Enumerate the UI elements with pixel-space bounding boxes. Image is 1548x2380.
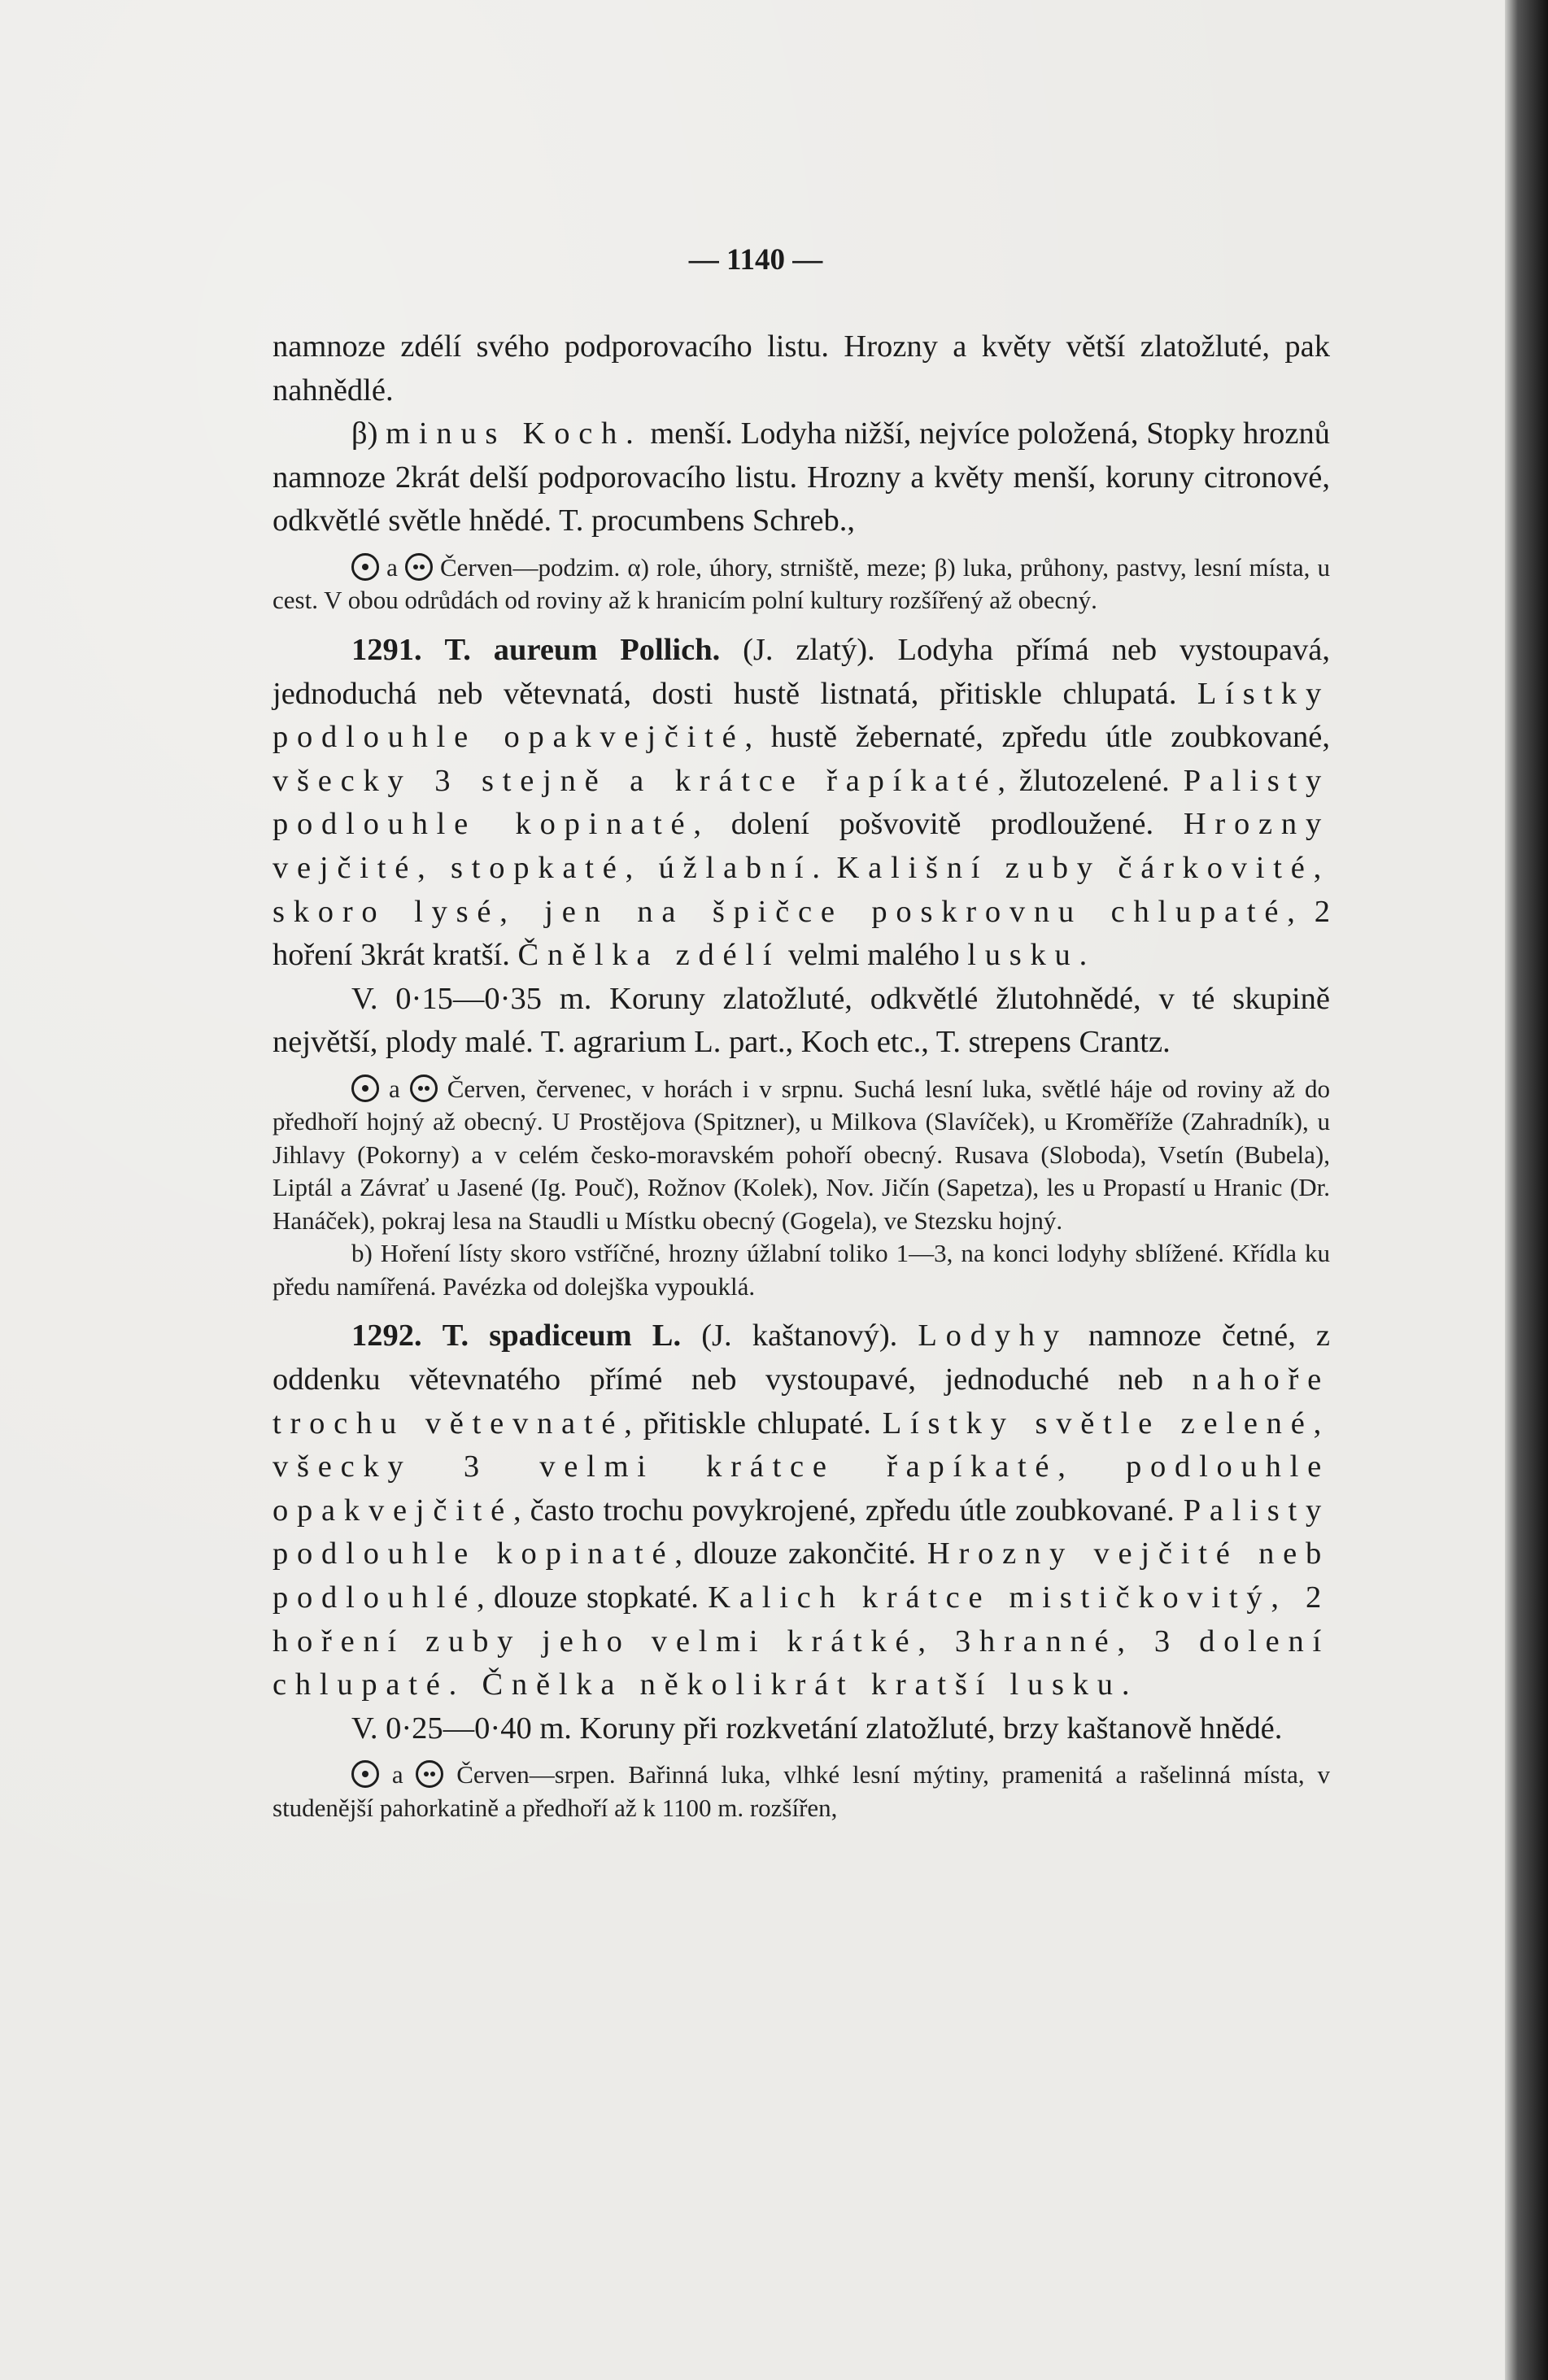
- key-character: Hrozny vejčité, stopkaté, úžlabní.: [273, 807, 1330, 885]
- description-text: velmi malého: [780, 938, 968, 973]
- description-text: , přitiskle chlupaté.: [624, 1406, 883, 1441]
- distribution-note-2: [273, 1073, 1330, 1238]
- description-text: [829, 851, 837, 885]
- page-body: [273, 325, 1330, 1824]
- key-character: nahoře trochu větevnaté: [273, 1362, 1330, 1441]
- variety-description: menší. Lodyha nižší, nejvíce položená, Stopky hroznů namnoze 2krát delší podporovacího listu. Hrozny a květy menší, koruny citronové, odkvětlé světle hnědé. T. procumbens Schreb.,: [273, 416, 1330, 538]
- symbol-connector: a: [379, 552, 405, 582]
- taxon-name: T. spadiceum L.: [442, 1319, 682, 1353]
- description-text: , dlouze zakončité.: [674, 1537, 927, 1571]
- key-character: Čnělka zdélí: [517, 938, 781, 973]
- page-number: — 1140 —: [688, 243, 823, 277]
- biennial-symbol-icon: [405, 553, 433, 581]
- paragraph-size-1291: V. 0·15—0·35 m. Koruny zlatožluté, odkvětlé žlutohnědé, v té skupině největší, plody malé. T. agrarium L. part., Koch etc., T. strepens Crantz.: [273, 981, 1330, 1060]
- distribution-text: Červen—podzim. α) role, úhory, strniště, meze; β) luka, průhony, pastvy, lesní místa, u cest. V obou odrůdách od roviny až k hranicím polní kultury rozšířený až obecný.: [273, 552, 1330, 615]
- key-character: Palisty podlouhle kopinaté: [273, 1493, 1330, 1571]
- description-text: (J. zlatý). Lodyha přímá neb vystoupavá, jednoduchá neb větevnatá, dosti hustě listnatá, přitiskle chlupatá.: [273, 632, 1331, 711]
- species-entry-1291: [273, 629, 1330, 978]
- distribution-note-3: [273, 1759, 1330, 1824]
- variety-letter: β): [351, 416, 386, 451]
- variety-name: minus Koch.: [386, 416, 643, 451]
- species-entry-1292: [273, 1314, 1330, 1707]
- distribution-text: Červen—srpen. Bařinná luka, vlhké lesní mýtiny, pramenitá a rašelinná místa, v studenější pahorkatině a předhoří až k 1100 m. rozšířen,: [273, 1760, 1330, 1822]
- key-character: Lístky podlouhle opakvejčité: [273, 676, 1330, 755]
- description-text: , dolení pošvovitě prodloužené.: [693, 807, 1184, 842]
- taxon-name: T. aureum Pollich.: [444, 632, 721, 667]
- description-text: , 2 hoření 3krát kratší.: [273, 894, 1331, 973]
- distribution-note-1: [273, 551, 1330, 617]
- biennial-symbol-icon: [410, 1074, 438, 1102]
- annual-symbol-icon: [351, 553, 379, 581]
- page-edge-shadow: [1505, 0, 1548, 2380]
- symbol-connector: a: [379, 1074, 410, 1103]
- description-text: , hustě žebernaté, zpředu útle zoubkované,: [744, 720, 1331, 755]
- key-character: lusku.: [967, 938, 1096, 973]
- entry-number: 1292.: [351, 1319, 422, 1353]
- key-character: všecky 3 stejně a krátce řapíkaté: [273, 763, 998, 798]
- symbol-connector: a: [379, 1760, 416, 1789]
- description-text: namnoze četné, z oddenku větevnatého přímé neb vystoupavé, jednoduché neb: [273, 1319, 1331, 1397]
- description-text: , dlouze stopkaté.: [477, 1580, 709, 1615]
- key-character: Palisty podlouhle kopinaté: [273, 763, 1330, 842]
- entry-number: 1291.: [351, 632, 422, 667]
- description-text: (J. kaštanový).: [681, 1319, 918, 1353]
- biennial-symbol-icon: [416, 1760, 443, 1788]
- description-text: , žlutozelené.: [997, 763, 1184, 798]
- paragraph-variety-minus: [273, 412, 1330, 543]
- distribution-text: Červen, červenec, v horách i v srpnu. Suchá lesní luka, světlé háje od roviny až do předhoří hojný až obecný. U Prostějova (Spitzner), u Milkova (Slavíček), u Kroměříže (Zahradník), u Jihlavy (Pokorny) a v celém česko-moravském pohoří obecný. Rusava (Sloboda), Vsetín (Bubela), Liptál a Závrať u Jasené (Ig. Pouč), Rožnov (Kolek), Nov. Jičín (Sapetza), les u Propastí u Hranic (Dr. Hanáček), pokraj lesa na Staudli u Místku obecný (Gogela), ve Stezsku hojný.: [273, 1074, 1330, 1235]
- subgroup-b-note: b) Hoření lísty skoro vstříčné, hrozny úžlabní toliko 1—3, na konci lodyhy sblížené. Křídla ku předu namířená. Pavézka od dolejška vypouklá.: [273, 1239, 1330, 1301]
- annual-symbol-icon: [351, 1760, 379, 1788]
- paragraph-size-1292: V. 0·25—0·40 m. Koruny při rozkvetání zlatožluté, brzy kaštanově hnědé.: [351, 1711, 1283, 1746]
- paragraph-continuation: namnoze zdélí svého podporovacího listu. Hrozny a květy větší zlatožluté, pak nahnědlé.: [273, 329, 1330, 408]
- annual-symbol-icon: [351, 1074, 379, 1102]
- description-text: , často trochu povykrojené, zpředu útle zoubkované.: [513, 1493, 1184, 1528]
- key-character: Kalich krátce mističkovitý, 2 hoření zuby jeho velmi krátké, 3hranné, 3 dolení chlupaté. Čnělka několikrát kratší lusku.: [273, 1580, 1330, 1702]
- key-character: Hrozny vejčité neb podlouhlé: [273, 1537, 1330, 1615]
- key-character: Kališní zuby čárkovité, skoro lysé, jen na špičce poskrovnu chlupaté: [273, 850, 1330, 929]
- key-character: Lístky světle zelené, všecky 3 velmi krátce řapíkaté, podlouhle opakvejčité: [273, 1406, 1330, 1528]
- key-character: Lodyhy: [918, 1319, 1068, 1353]
